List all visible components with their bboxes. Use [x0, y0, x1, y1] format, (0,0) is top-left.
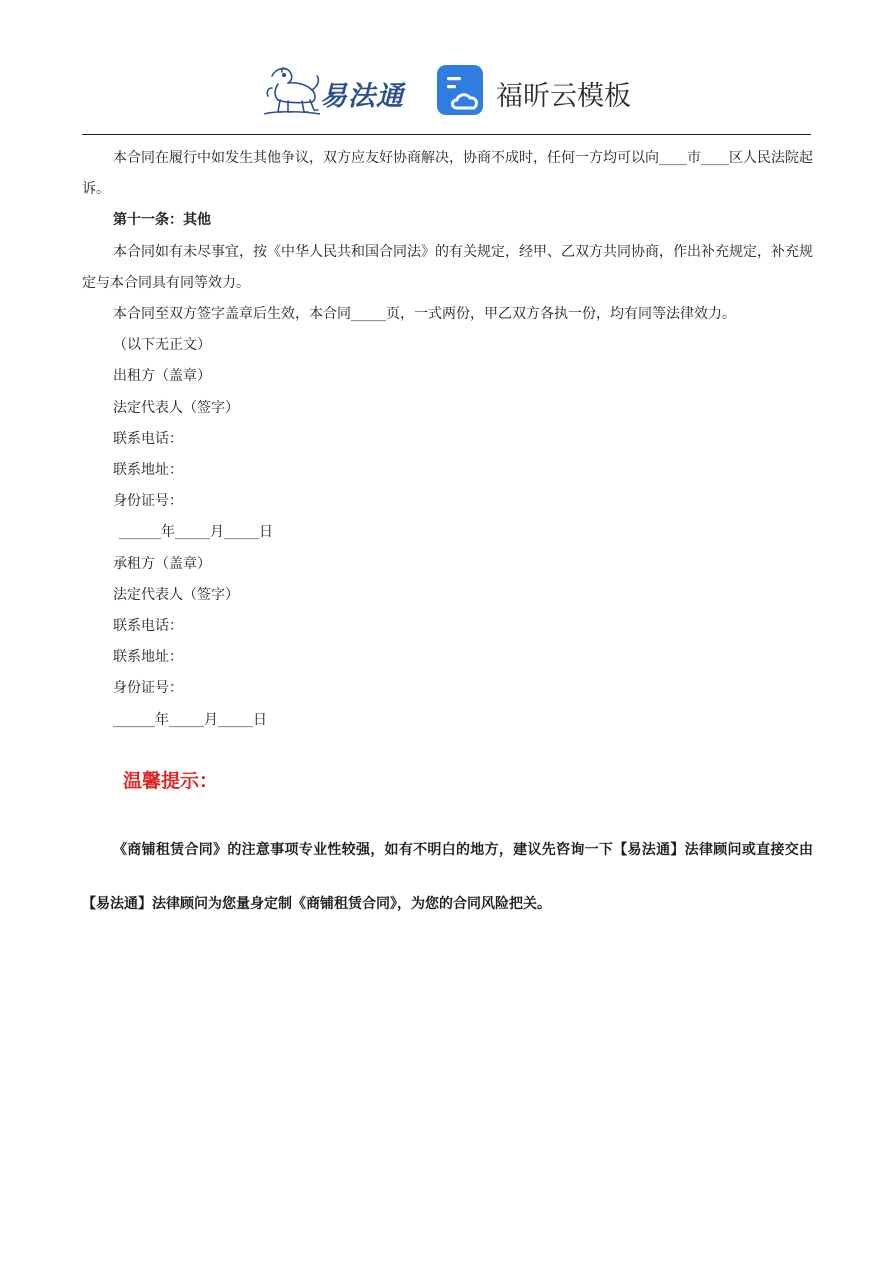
foxit-template-logo-text: 福昕云模板 — [496, 81, 631, 112]
lessor-seal-line: 出租方（盖章） — [113, 368, 211, 385]
lessor-address-line: 联系地址： — [113, 462, 183, 479]
effectiveness-clause: 本合同至双方签字盖章后生效，本合同_____页，一式两份，甲乙双方各执一份，均有同等法律效力。 — [113, 306, 736, 323]
lessor-date-line: ______年_____月_____日 — [119, 524, 273, 541]
lessee-address-line: 联系地址： — [113, 649, 183, 666]
lessee-representative-line: 法定代表人（签字） — [113, 586, 239, 603]
header-divider — [82, 134, 811, 135]
lessee-seal-line: 承租方（盖章） — [113, 555, 211, 572]
article-11-heading: 第十一条：其他 — [113, 212, 211, 229]
supplement-clause: 本合同如有未尽事宜，按《中华人民共和国合同法》的有关规定，经甲、乙双方共同协商，作出补充规定，补充规定与本合同具有同等效力。 — [82, 243, 813, 291]
yifatong-logo — [262, 62, 412, 118]
lessee-date-line: ______年_____月_____日 — [113, 711, 267, 728]
foxit-cloud-doc-icon — [436, 64, 486, 116]
dispute-clause: 本合同在履行中如发生其他争议，双方应友好协商解决，协商不成时，任何一方均可以向____市____区人民法院起诉。 — [82, 150, 813, 198]
foxit-template-logo — [436, 64, 636, 118]
lessee-phone-line: 联系电话： — [113, 618, 183, 635]
yifatong-logo-text: 易法通 — [320, 81, 404, 112]
lessor-id-line: 身份证号： — [113, 493, 183, 510]
lessor-phone-line: 联系电话： — [113, 430, 183, 447]
qilin-icon — [262, 62, 322, 118]
tip-title: 温馨提示： — [123, 770, 219, 792]
lessor-representative-line: 法定代表人（签字） — [113, 399, 239, 416]
tip-body — [82, 823, 813, 931]
page-header — [0, 58, 893, 122]
lessee-id-line: 身份证号： — [113, 680, 183, 697]
no-more-text-note: （以下无正文） — [113, 337, 211, 354]
contract-body — [82, 143, 813, 736]
tip-text: 《商铺租赁合同》的注意事项专业性较强，如有不明白的地方，建议先咨询一下【易法通】法律顾问或直接交由【易法通】法律顾问为您量身定制《商铺租赁合同》，为您的合同风险把关。 — [82, 842, 813, 912]
